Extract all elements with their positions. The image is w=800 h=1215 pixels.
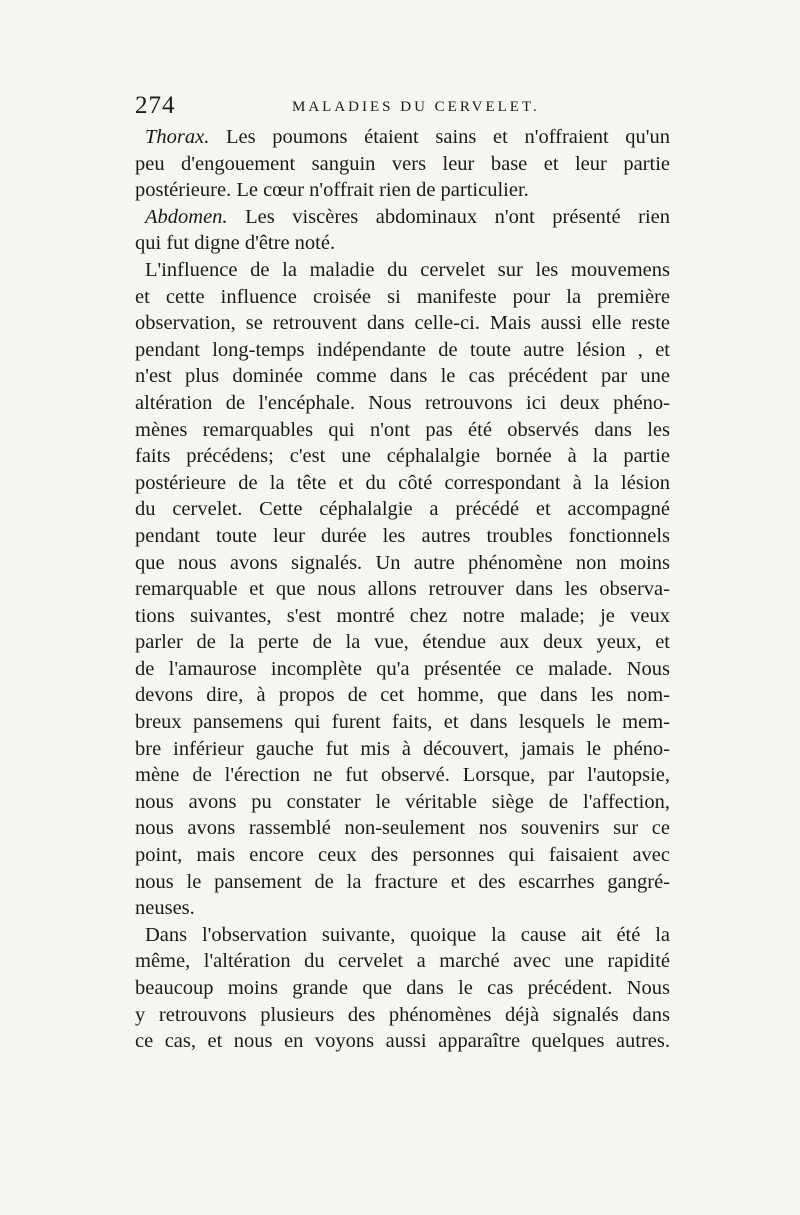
text-line <box>135 443 670 470</box>
line-text: du cervelet. Cette céphalalgie a précédé et accompagné <box>135 498 670 521</box>
text-line <box>135 948 670 975</box>
text-line <box>135 470 670 497</box>
section-lead: Abdomen. <box>145 205 228 228</box>
line-text: point, mais encore ceux des personnes qui faisaient avec <box>135 844 670 867</box>
text-line <box>135 151 670 178</box>
text-line <box>135 1002 670 1029</box>
section-lead: Thorax. <box>145 126 210 148</box>
line-text: que nous avons signalés. Un autre phénomène non moins <box>135 551 670 574</box>
text-line <box>135 895 670 922</box>
line-text: même, l'altération du cervelet a marché avec une rapidité <box>135 950 670 973</box>
text-line <box>135 815 670 842</box>
text-line <box>135 363 670 390</box>
body-text <box>135 124 670 1055</box>
line-text: beaucoup moins grande que dans le cas précédent. Nous <box>135 977 670 999</box>
line-text: nous avons pu constater le véritable siège de l'affection, <box>135 790 670 813</box>
line-text: y retrouvons plusieurs des phénomènes déjà signalés dans <box>135 1003 670 1026</box>
text-line <box>135 682 670 709</box>
text-line <box>135 656 670 683</box>
text-line <box>135 736 670 763</box>
line-text: de l'amaurose incomplète qu'a présentée ce malade. Nous <box>135 657 670 680</box>
text-line <box>135 709 670 736</box>
line-text: mène de l'érection ne fut observé. Lorsque, par l'autopsie, <box>135 764 670 787</box>
text-line <box>135 869 670 896</box>
line-text: parler de la perte de la vue, étendue aux deux yeux, et <box>135 631 670 654</box>
line-text: Dans l'observation suivante, quoique la cause ait été la <box>145 923 670 946</box>
line-text: qui fut digne d'être noté. <box>135 232 336 255</box>
running-title: MALADIES DU CERVELET. <box>292 99 540 115</box>
line-text: breux pansemens qui furent faits, et dans lesquels le mem- <box>135 711 670 734</box>
line-text: bre inférieur gauche fut mis à découvert, jamais le phéno- <box>135 737 670 760</box>
text-line <box>135 390 670 417</box>
text-line <box>135 576 670 603</box>
line-text: ce cas, et nous en voyons aussi apparaître quelques autres. <box>135 1030 670 1053</box>
line-text: peu d'engouement sanguin vers leur base et leur partie <box>135 152 670 175</box>
text-line <box>135 496 670 523</box>
text-line <box>135 337 670 364</box>
text-line <box>135 922 670 949</box>
line-text: nous avons rassemblé non-seulement nos souvenirs sur ce <box>135 817 670 840</box>
text-line <box>135 789 670 816</box>
line-text: mènes remarquables qui n'ont pas été observés dans les <box>135 418 670 441</box>
line-text: observation, se retrouvent dans celle-ci. Mais aussi elle reste <box>135 312 670 335</box>
text-line <box>135 257 670 284</box>
text-line <box>135 124 670 151</box>
line-text: postérieure de la tête et du côté correspondant à la lésion <box>135 471 670 494</box>
line-text: altération de l'encéphale. Nous retrouvons ici deux phéno- <box>135 391 670 414</box>
text-line <box>135 975 670 1002</box>
line-text: Les viscères abdominaux n'ont présenté rien <box>227 205 670 228</box>
line-text: pendant long-temps indépendante de toute autre lésion , et <box>135 338 670 361</box>
line-text: nous le pansement de la fracture et des escarrhes gangré- <box>135 870 670 893</box>
line-text: pendant toute leur durée les autres troubles fonctionnels <box>135 524 670 547</box>
text-line <box>135 523 670 550</box>
text-line <box>135 603 670 630</box>
text-line <box>135 762 670 789</box>
text-line <box>135 204 670 231</box>
text-line <box>135 284 670 311</box>
line-text: Les poumons étaient sains et n'offraient qu'un <box>209 126 670 148</box>
line-text: remarquable et que nous allons retrouver dans les observa- <box>135 578 670 601</box>
text-line <box>135 177 670 204</box>
text-line <box>135 310 670 337</box>
line-text: devons dire, à propos de cet homme, que dans les nom- <box>135 684 670 707</box>
line-text: et cette influence croisée si manifeste pour la première <box>135 285 670 308</box>
text-line <box>135 842 670 869</box>
line-text: neuses. <box>135 897 195 920</box>
text-line <box>135 417 670 444</box>
line-text: tions suivantes, s'est montré chez notre malade; je veux <box>135 604 670 627</box>
text-line <box>135 629 670 656</box>
text-line <box>135 1028 670 1055</box>
line-text: n'est plus dominée comme dans le cas précédent par une <box>135 365 670 388</box>
text-line <box>135 550 670 577</box>
page-number: 274 <box>135 92 176 119</box>
line-text: postérieure. Le cœur n'offrait rien de particulier. <box>135 179 529 202</box>
line-text: L'influence de la maladie du cervelet sur les mouvemens <box>145 258 670 281</box>
line-text: faits précédens; c'est une céphalalgie bornée à la partie <box>135 445 670 468</box>
running-head <box>135 92 670 122</box>
text-line <box>135 230 670 257</box>
